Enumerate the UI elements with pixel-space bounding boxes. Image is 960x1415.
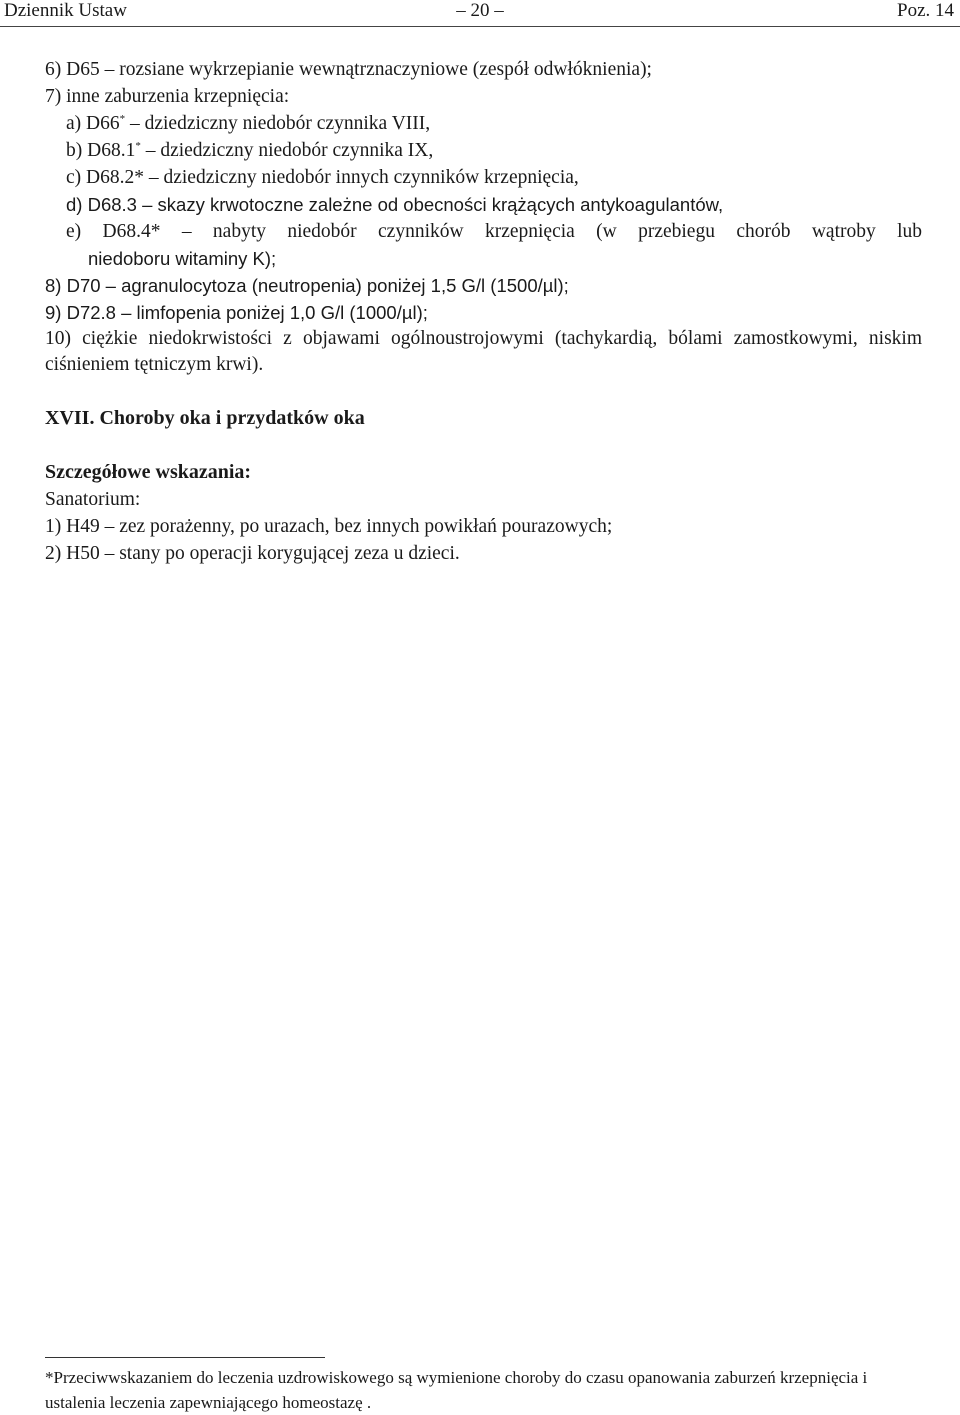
list-item-7a [45,110,922,137]
facility-label: Sanatorium: [45,489,141,510]
section-subheading: Szczegółowe wskazania: [45,461,252,483]
position-number: Poz. 14 [897,0,954,21]
list-item-6: 6) D65 – rozsiane wykrzepianie wewnątrznaczyniowe (zespół odwłóknienia); [45,59,652,80]
list-item-10: 10) ciężkie niedokrwistości z objawami ogólnoustrojowymi (tachykardią, bólami zamostkowymi, niskim ciśnieniem tętniczym krwi). [45,328,922,375]
footnote-divider [45,1357,325,1358]
list-item-7b [45,137,922,164]
footnote: *Przeciwwskazaniem do leczenia uzdrowiskowego są wymienione choroby do czasu opanowania zaburzeń krzepnięcia i ustalenia leczenia zapewniającego homeostazę . [45,1368,868,1412]
list-item-7e-line1: e) D68.4* – nabyty niedobór czynników krzepnięcia (w przebiegu chorób wątroby lub [66,221,922,242]
document-body [45,56,922,567]
page-number: – 20 – [456,0,504,21]
section-title: XVII. Choroby oka i przydatków oka [45,407,365,429]
page-header [0,0,960,27]
asterisk-mark: * [135,140,141,152]
asterisk-mark: * [119,113,126,125]
list-item-8: 8) D70 – agranulocytoza (neutropenia) poniżej 1,5 G/l (1500/µl); [45,275,569,296]
list-item-7e-line2: niedoboru witaminy K); [88,248,277,269]
item-7b-text: – dziedziczny niedobór czynnika IX, [140,140,434,161]
code-d66: a) D66 [66,113,120,134]
journal-title: Dziennik Ustaw [4,0,127,21]
list-item-9: 9) D72.8 – limfopenia poniżej 1,0 G/l (1000/µl); [45,302,428,323]
list-item-7d: d) D68.3 – skazy krwotoczne zależne od obecności krążących antykoagulantów, [66,194,724,215]
list-item-7c: c) D68.2* – dziedziczny niedobór innych czynników krzepnięcia, [66,167,579,188]
list-item-7: 7) inne zaburzenia krzepnięcia: [45,86,290,107]
section-item-1: 1) H49 – zez porażenny, po urazach, bez innych powikłań pourazowych; [45,516,613,537]
section-item-2: 2) H50 – stany po operacji korygującej zeza u dzieci. [45,543,460,564]
code-d68-1: b) D68.1 [66,140,136,161]
item-7a-text: – dziedziczny niedobór czynnika VIII, [125,113,431,134]
